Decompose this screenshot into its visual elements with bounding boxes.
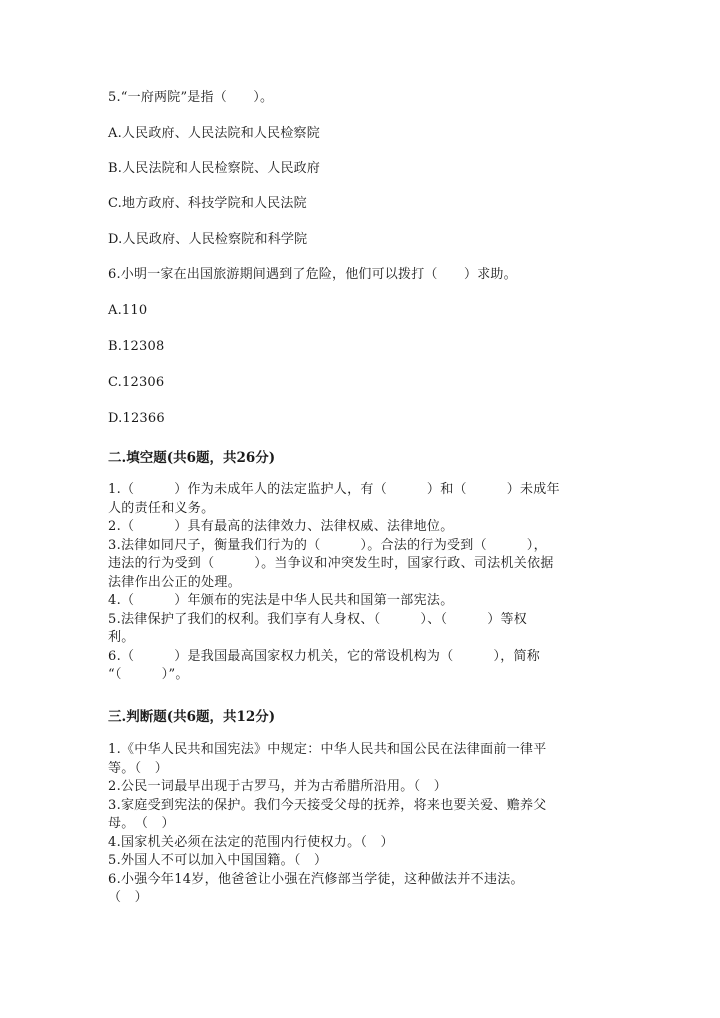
section3-line: 5.外国人不可以加入中国国籍。（ ） <box>108 853 328 868</box>
q5-option-b: B.人民法院和人民检察院、人民政府 <box>108 161 321 176</box>
q6-option-d: D.12366 <box>108 411 165 426</box>
section3-title: 三.判断题(共6题，共12分) <box>108 709 276 725</box>
section3-line: 2.公民一词最早出现于古罗马，并为古希腊所沿用。（ ） <box>108 779 448 794</box>
section2-line: 5.法律保护了我们的权利。我们享有人身权、（ ）、（ ）等权 <box>108 611 528 627</box>
section2-title: 二.填空题(共6题，共26分) <box>108 450 276 466</box>
q6-option-a: A.110 <box>108 303 148 318</box>
section2-line: 2.（ ）具有最高的法律效力、法律权威、法律地位。 <box>108 519 454 534</box>
section3-line: 母。 （ ） <box>108 816 175 831</box>
q5-stem: 5.“一府两院”是指（ ）。 <box>108 90 274 105</box>
section3-body <box>108 741 608 908</box>
section2-line: 人的责任和义务。 <box>108 500 215 516</box>
q5-option-d: D.人民政府、人民检察院和科学院 <box>108 232 308 247</box>
section2-line: 6.（ ）是我国最高国家权力机关，它的常设机构为（ ），简称 <box>108 648 541 664</box>
section2-line: 3.法律如同尺子，衡量我们行为的（ ）。合法的行为受到（ ）， <box>108 537 547 553</box>
section2-line: 法律作出公正的处理。 <box>108 574 242 590</box>
q5-option-a: A.人民政府、人民法院和人民检察院 <box>108 126 320 141</box>
q6-option-b: B.12308 <box>108 339 165 354</box>
section2-line: 4.（ ）年颁布的宪法是中华人民共和国第一部宪法。 <box>108 593 454 608</box>
section3-line: 1.《中华人民共和国宪法》中规定：中华人民共和国公民在法律面前一律平 <box>108 742 547 757</box>
section3-line: 3.家庭受到宪法的保护。我们今天接受父母的抚养，将来也要关爱、赡养父 <box>108 797 547 813</box>
section3-line: （ ） <box>108 890 148 905</box>
section2-line: “（ ）”。 <box>108 667 189 682</box>
section2-line: 违法的行为受到（ ）。当争议和冲突发生时，国家行政、司法机关依据 <box>108 556 554 571</box>
section2-body <box>108 481 608 685</box>
section3-line: 6.小强今年14岁，他爸爸让小强在汽修部当学徒，这种做法并不违法。 <box>108 871 524 887</box>
q6-stem: 6.小明一家在出国旅游期间遇到了危险，他们可以拨打（ ）求助。 <box>108 267 517 282</box>
q5-option-c: C.地方政府、科技学院和人民法院 <box>108 196 307 211</box>
section2-line: 1.（ ）作为未成年人的法定监护人，有（ ）和（ ）未成年 <box>108 482 560 497</box>
section3-line: 4.国家机关必须在法定的范围内行使权力。（ ） <box>108 834 394 850</box>
section3-line: 等。（ ） <box>108 760 169 776</box>
q6-option-c: C.12306 <box>108 375 165 390</box>
section2-line: 利。 <box>108 630 135 645</box>
